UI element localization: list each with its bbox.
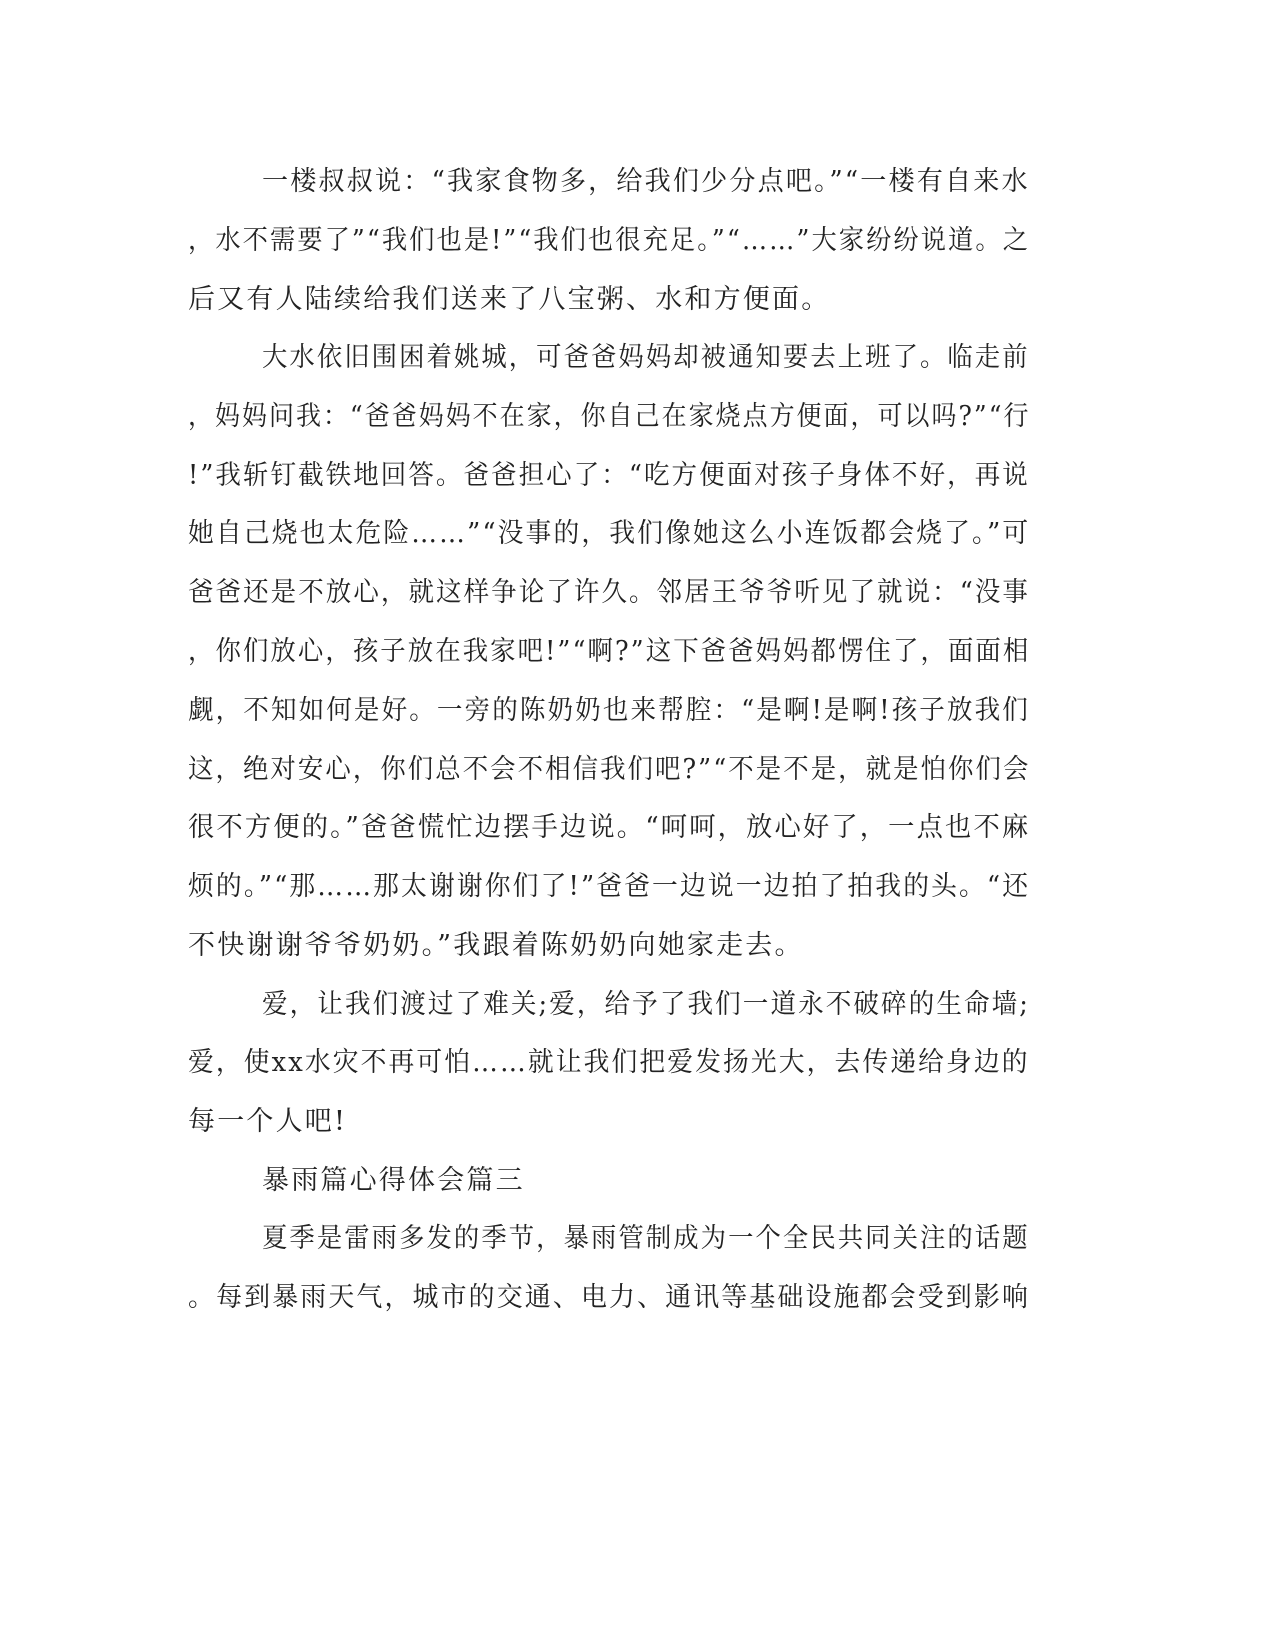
text-line: 这，绝对安心，你们总不会不相信我们吧?”“不是不是，就是怕你们会 (188, 754, 1031, 785)
text-line: 不快谢谢爷爷奶奶。”我跟着陈奶奶向她家走去。 (188, 930, 804, 961)
text-line: 后又有人陆续给我们送来了八宝粥、水和方便面。 (188, 284, 831, 315)
text-line: 每一个人吧! (188, 1106, 348, 1137)
text-line: 。每到暴雨天气，城市的交通、电力、通讯等基础设施都会受到影响 (188, 1282, 1031, 1313)
text-line: 一楼叔叔说：“我家食物多，给我们少分点吧。”“一楼有自来水 (262, 166, 1030, 197)
text-line: ，水不需要了”“我们也是!”“我们也很充足。”“……”大家纷纷说道。之 (188, 225, 1031, 256)
text-line: 大水依旧围困着姚城，可爸爸妈妈却被通知要去上班了。临走前 (262, 342, 1030, 373)
text-line: 觑，不知如何是好。一旁的陈奶奶也来帮腔：“是啊!是啊!孩子放我们 (188, 695, 1030, 726)
text-line: 夏季是雷雨多发的季节，暴雨管制成为一个全民共同关注的话题 (262, 1223, 1030, 1254)
text-line: 爱，让我们渡过了难关;爱，给予了我们一道永不破碎的生命墙; (262, 989, 1031, 1020)
section-heading: 暴雨篇心得体会篇三 (262, 1165, 525, 1196)
text-line: ，你们放心，孩子放在我家吧!”“啊?”这下爸爸妈妈都愣住了，面面相 (188, 636, 1031, 667)
text-line: 她自己烧也太危险……”“没事的，我们像她这么小连饭都会烧了。”可 (188, 518, 1031, 549)
text-line: 爸爸还是不放心，就这样争论了许久。邻居王爷爷听见了就说：“没事 (188, 577, 1030, 608)
text-line: ，妈妈问我：“爸爸妈妈不在家，你自己在家烧点方便面，可以吗?”“行 (188, 401, 1031, 432)
text-line: 烦的。”“那……那太谢谢你们了!”爸爸一边说一边拍了拍我的头。“还 (188, 871, 1031, 902)
text-line: 爱，使xx水灾不再可怕……就让我们把爱发扬光大，去传递给身边的 (188, 1047, 1030, 1078)
text-line: 很不方便的。”爸爸慌忙边摆手边说。“呵呵，放心好了，一点也不麻 (188, 812, 1031, 843)
text-line: !”我斩钉截铁地回答。爸爸担心了：“吃方便面对孩子身体不好，再说 (188, 460, 1030, 491)
